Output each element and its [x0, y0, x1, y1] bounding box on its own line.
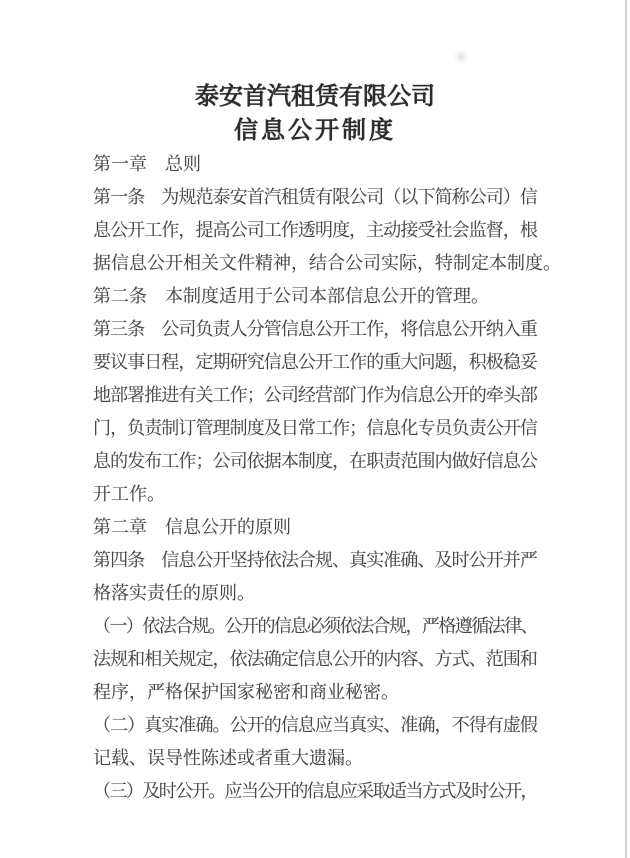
paragraph-line [93, 412, 537, 445]
line-text: 地部署推进有关工作；公司经营部门作为信息公开的牵头部 [93, 385, 537, 405]
line-text: 据信息公开相关文件精神，结合公司实际，特制定本制度。 [93, 253, 561, 273]
paragraph-line [93, 181, 537, 214]
paragraph-line [93, 214, 537, 247]
paragraph-line [93, 544, 537, 577]
line-text: 第三条 公司负责人分管信息公开工作，将信息公开纳入重 [93, 319, 537, 339]
document-body [93, 148, 561, 808]
paragraph-line [93, 643, 537, 676]
document-content [93, 80, 561, 808]
paragraph-line [93, 379, 537, 412]
paragraph-line [93, 610, 537, 643]
paragraph-line [93, 775, 537, 808]
line-text: 开工作。 [93, 484, 165, 504]
line-text: （三）及时公开。应当公开的信息应采取适当方式及时公开， [93, 781, 537, 801]
line-text: 要议事日程，定期研究信息公开工作的重大问题，积极稳妥 [93, 352, 537, 372]
line-text: 法规和相关规定，依法确定信息公开的内容、方式、范围和 [93, 649, 537, 669]
paragraph-line [93, 346, 537, 379]
paragraph-line [93, 676, 537, 709]
scan-smudge-artifact [452, 50, 470, 64]
line-text: 第四条 信息公开坚持依法合规、真实准确、及时公开并严 [93, 550, 537, 570]
paragraph-line [93, 247, 561, 280]
paragraph-line [93, 280, 537, 313]
company-name-title: 泰安首汽租赁有限公司 [195, 84, 435, 110]
paragraph-line [93, 478, 537, 511]
line-text: 第一条 为规范泰安首汽租赁有限公司（以下简称公司）信 [93, 187, 537, 207]
line-text: 第二章 信息公开的原则 [93, 517, 291, 537]
paragraph-line [93, 445, 537, 478]
line-text: 第二条 本制度适用于公司本部信息公开的管理。 [93, 286, 489, 306]
line-text: （一）依法合规。公开的信息必须依法合规，严格遵循法律、 [93, 616, 537, 636]
line-text: 程序，严格保护国家秘密和商业秘密。 [93, 682, 399, 702]
chapter-heading-line [93, 511, 537, 544]
chapter-heading-line [93, 148, 537, 181]
line-text: 息公开工作，提高公司工作透明度，主动接受社会监督，根 [93, 220, 537, 240]
line-text: 息的发布工作；公司依据本制度，在职责范围内做好信息公 [93, 451, 537, 471]
document-title [93, 80, 537, 148]
scan-edge-line [625, 0, 627, 858]
paragraph-line [93, 313, 537, 346]
line-text: 门，负责制订管理制度及日常工作；信息化专员负责公开信 [93, 418, 537, 438]
paragraph-line [93, 709, 537, 742]
line-text: （二）真实准确。公开的信息应当真实、准确，不得有虚假 [93, 715, 537, 735]
paragraph-line [93, 577, 537, 610]
paragraph-line [93, 742, 537, 775]
line-text: 格落实责任的原则。 [93, 583, 255, 603]
line-text: 记载、误导性陈述或者重大遗漏。 [93, 748, 363, 768]
line-text: 第一章 总则 [93, 154, 201, 174]
document-subtitle: 信息公开制度 [234, 118, 396, 144]
